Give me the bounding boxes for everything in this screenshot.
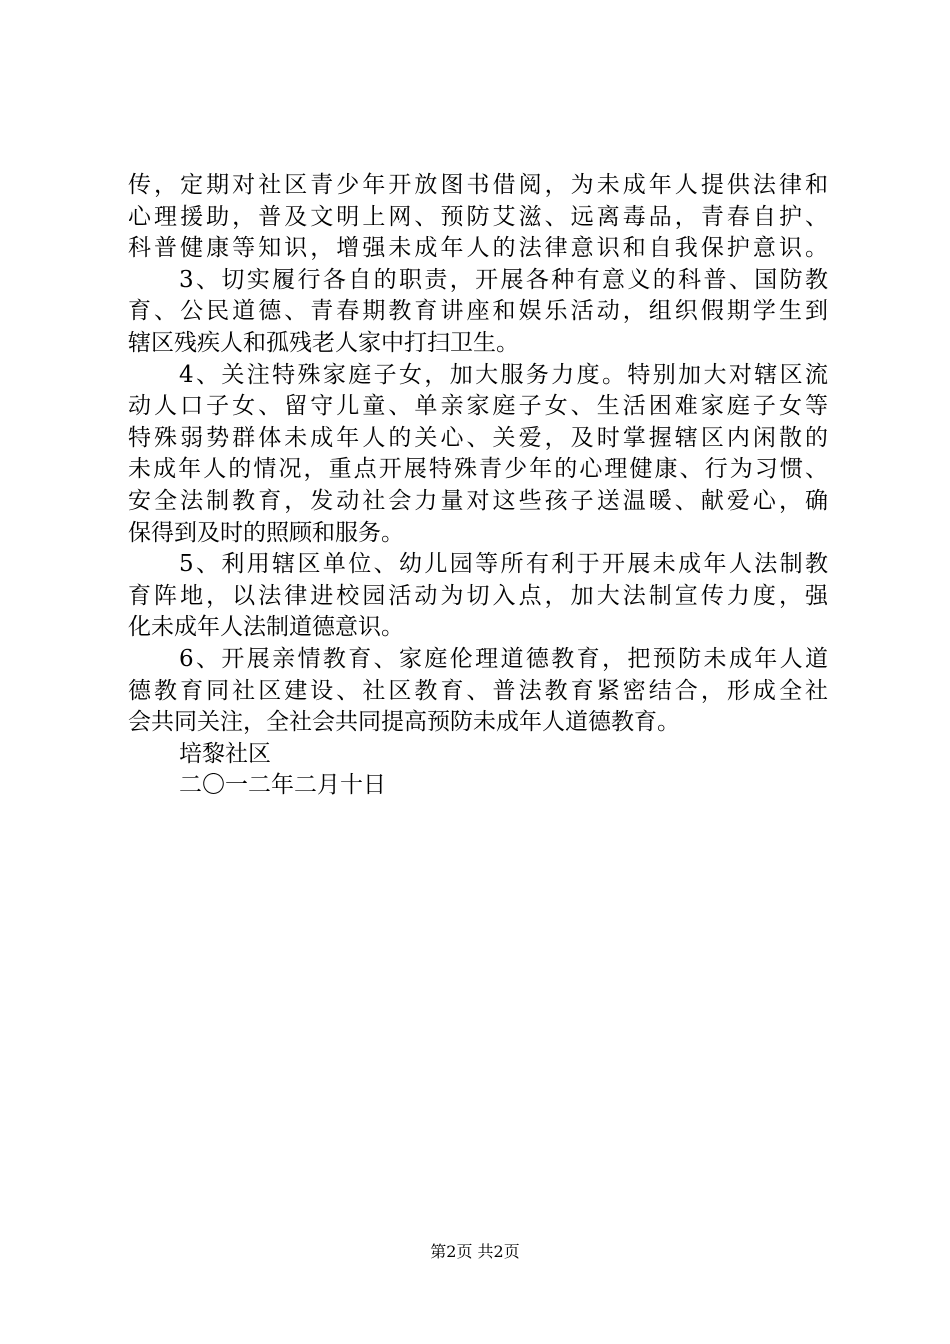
text-line: 传，定期对社区青少年开放图书借阅，为未成年人提供法律和 — [128, 172, 828, 198]
text-line: 安全法制教育，发动社会力量对这些孩子送温暖、献爱心，确 — [128, 487, 828, 514]
text-line: 育、公民道德、青春期教育讲座和娱乐活动，组织假期学生到 — [128, 298, 828, 325]
text-line: 特殊弱势群体未成年人的关心、关爱，及时掌握辖区内闲散的 — [128, 424, 828, 451]
text-line: 4、关注特殊家庭子女，加大服务力度。特别加大对辖区流 — [179, 361, 828, 388]
text-line: 育阵地，以法律进校园活动为切入点，加大法制宣传力度，强 — [128, 582, 828, 609]
text-line: 6、开展亲情教育、家庭伦理道德教育，把预防未成年人道 — [179, 645, 828, 672]
text-line: 化未成年人法制道德意识。 — [128, 614, 404, 641]
text-line: 动人口子女、留守儿童、单亲家庭子女、生活困难家庭子女等 — [128, 393, 828, 420]
text-line: 培黎社区 — [179, 740, 271, 767]
text-line: 3、切实履行各自的职责，开展各种有意义的科普、国防教 — [179, 266, 828, 293]
text-line: 保得到及时的照顾和服务。 — [128, 519, 404, 546]
text-line: 5、利用辖区单位、幼儿园等所有利于开展未成年人法制教 — [179, 551, 828, 578]
text-line: 德教育同社区建设、社区教育、普法教育紧密结合，形成全社 — [128, 677, 828, 704]
text-line: 二〇一二年二月十日 — [179, 772, 386, 799]
text-line: 科普健康等知识，增强未成年人的法律意识和自我保护意识。 — [128, 235, 828, 262]
document-body — [128, 170, 828, 802]
text-line: 未成年人的情况，重点开展特殊青少年的心理健康、行为习惯、 — [128, 456, 828, 483]
text-line: 辖区残疾人和孤残老人家中打扫卫生。 — [128, 329, 519, 356]
text-line: 会共同关注，全社会共同提高预防未成年人道德教育。 — [128, 709, 680, 736]
text-line: 心理援助，普及文明上网、预防艾滋、远离毒品，青春自护、 — [128, 203, 828, 230]
page-footer: 第2页 共2页 — [430, 1242, 520, 1261]
